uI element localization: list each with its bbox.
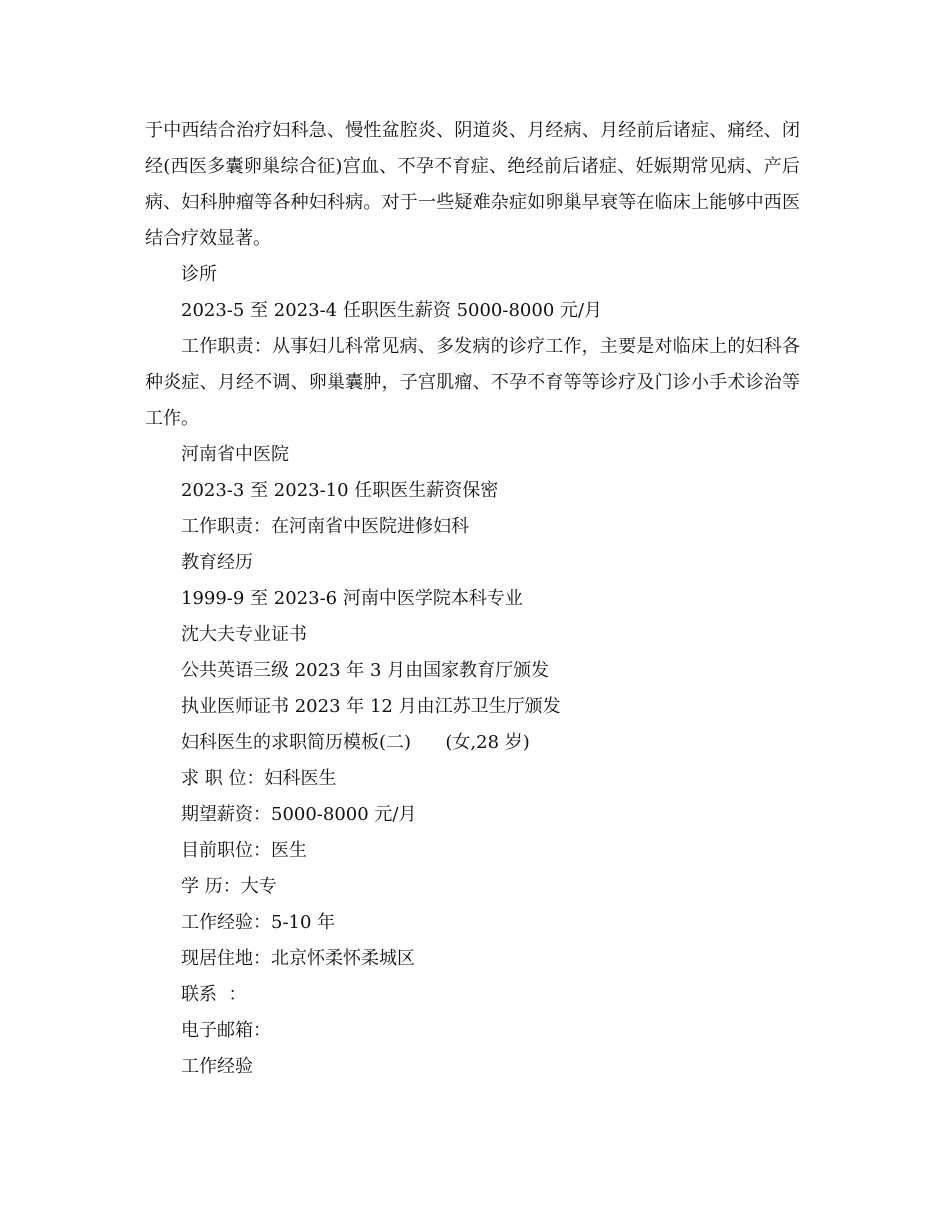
- section-heading-education: 教育经历: [181, 552, 253, 573]
- employer-clinic: 诊所: [181, 264, 217, 285]
- certificate-physician-license: 执业医师证书 2023 年 12 月由江苏卫生厅颁发: [181, 696, 561, 717]
- job-period-henan-tcm-hospital: 2023-3 至 2023-10 任职医生薪资保密: [181, 480, 499, 501]
- section-heading-work-experience: 工作经验: [181, 1056, 253, 1077]
- field-desired-position: 求 职 位：妇科医生: [181, 768, 337, 789]
- job-duties-clinic: 工作职责：从事妇儿科常见病、多发病的诊疗工作，主要是对临床上的妇科各种炎症、月经不调、卵巢囊肿，子宫肌瘤、不孕不育等等诊疗及门诊小手术诊治等工作。: [145, 336, 800, 429]
- job-duties-henan-tcm-hospital: 工作职责：在河南省中医院进修妇科: [181, 516, 469, 537]
- paragraph-gynecology-treatment-scope: 于中西结合治疗妇科急、慢性盆腔炎、阴道炎、月经病、月经前后诸症、痛经、闭经(西医多囊卵巢综合征)宫血、不孕不育症、绝经前后诸症、妊娠期常见病、产后病、妇科肿瘤等各种妇科病。对于一些疑难杂症如卵巢早衰等在临床上能够中西医结合疗效显著。: [145, 120, 800, 249]
- field-work-experience-years: 工作经验：5-10 年: [181, 912, 336, 933]
- field-email: 电子邮箱：: [181, 1020, 271, 1041]
- field-expected-salary: 期望薪资：5000-8000 元/月: [181, 804, 417, 825]
- certificate-english: 公共英语三级 2023 年 3 月由国家教育厅颁发: [181, 660, 550, 681]
- field-current-position: 目前职位：医生: [181, 840, 307, 861]
- employer-henan-tcm-hospital: 河南省中医院: [181, 444, 289, 465]
- resume-template-title: 妇科医生的求职简历模板(二) (女,28 岁): [181, 732, 530, 753]
- field-contact: 联系 ：: [181, 984, 247, 1005]
- document-body: [145, 113, 800, 1085]
- field-education-level: 学 历：大专: [181, 876, 277, 897]
- job-period-clinic: 2023-5 至 2023-4 任职医生薪资 5000-8000 元/月: [181, 300, 603, 321]
- field-current-residence: 现居住地：北京怀柔怀柔城区: [181, 948, 415, 969]
- section-heading-certificates: 沈大夫专业证书: [181, 624, 307, 645]
- education-entry: 1999-9 至 2023-6 河南中医学院本科专业: [181, 588, 523, 609]
